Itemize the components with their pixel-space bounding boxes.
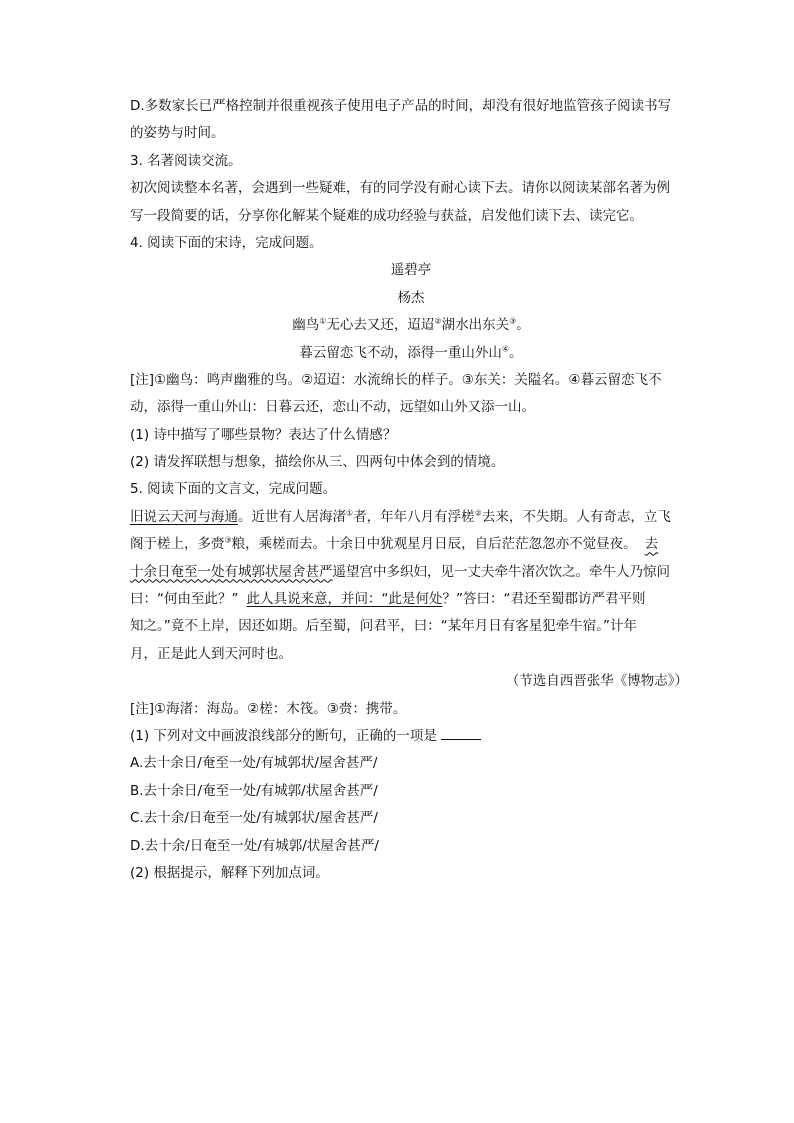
footnote-mark: ②	[474, 508, 482, 518]
q4-sub2: (2) 请发挥联想与想象，描绘你从三、四两句中体会到的情境。	[130, 454, 505, 471]
underlined-text: 此人具说来意，并问：“此是何处	[246, 591, 443, 608]
q5-passage-line6: 月，正是此人到天河时也。	[130, 645, 292, 662]
poem-text: 湖水出东关	[441, 317, 510, 334]
footnote-mark: ②	[434, 316, 442, 326]
poem-text: 无心去又还，迢迢	[326, 317, 435, 334]
wavy-underlined-text: 去	[644, 536, 659, 553]
q5-notes: [注]①海渚：海岛。②槎：木筏。③赍：携带。	[130, 700, 407, 717]
q2-option-d-line2: 的姿势与时间。	[130, 125, 225, 142]
q5-title: 5. 阅读下面的文言文，完成问题。	[130, 481, 337, 498]
poem-text: 幽鸟	[292, 317, 320, 334]
passage-text: 去来，不失期。人有奇志，立飞	[481, 508, 671, 525]
q5-sub1	[130, 723, 692, 750]
passage-text: 阁于槎上，多赍	[130, 536, 225, 553]
answer-blank[interactable]	[441, 725, 481, 740]
q3-title: 3. 名著阅读交流。	[130, 152, 242, 169]
passage-text: 曰：“何由至此？”	[130, 591, 239, 608]
q5-passage-line1	[130, 504, 692, 531]
footnote-mark: ①	[346, 508, 354, 518]
q5-passage-line3	[130, 559, 692, 586]
footnote-mark: ①	[319, 316, 327, 326]
passage-text: ？”答曰：“君还至蜀郡访严君平则	[442, 591, 646, 608]
option-a: A.去十余日/奄至一处/有城郭状/屋舍甚严/	[130, 755, 378, 772]
q4-notes-line2: 动，添得一重山外山：日暮云还，恋山不动，远望如山外又添一山。	[130, 399, 535, 416]
q3-body-line1: 初次阅读整本名著，会遇到一些疑难，有的同学没有耐心读下去。请你以阅读某部名著为例	[130, 180, 670, 197]
q5-sub2: (2) 根据提示，解释下列加点词。	[130, 864, 329, 881]
option-c: C.去十余/日奄至一处/有城郭状/屋舍甚严/	[130, 810, 378, 827]
q5-passage-line2	[130, 531, 692, 558]
option-b: B.去十余日/奄至一处/有城郭/状屋舍甚严/	[130, 782, 378, 799]
q5-passage-line4	[130, 586, 692, 613]
passage-text: 。近世有人居海渚	[238, 508, 346, 525]
poem-line-2	[130, 340, 692, 367]
passage-text: 粮，乘槎而去。十余日中犹观星月日辰，自后茫茫忽忽亦不觉昼夜。	[231, 536, 637, 553]
option-d: D.去十余/日奄至一处/有城郭/状屋舍甚严/	[130, 837, 379, 854]
poem-line-1	[130, 312, 692, 339]
q5-passage-line5: 知之。”竟不上岸，因还如期。后至蜀，问君平，曰：“某年月日有客星犯牵牛宿。”计年	[130, 618, 637, 635]
document-page	[130, 93, 692, 887]
poem-author: 杨杰	[397, 289, 425, 306]
poem-title: 遥碧亭	[390, 262, 432, 279]
poem-text: 暮云留恋飞不动，添得一重山外山	[299, 344, 502, 361]
question-text: (1) 下列对文中画波浪线部分的断句，正确的一项是	[130, 727, 437, 744]
poem-text: 。	[516, 317, 530, 334]
poem-text: 。	[509, 344, 523, 361]
q2-option-d-line1: D.多数家长已严格控制并很重视孩子使用电子产品的时间，却没有很好地监管孩子阅读书写	[130, 98, 672, 114]
q5-source: （节选自西晋张华《博物志》）	[505, 673, 688, 690]
q4-title: 4. 阅读下面的宋诗，完成问题。	[130, 234, 323, 251]
footnote-mark: ④	[501, 344, 510, 354]
footnote-mark: ③	[224, 535, 232, 545]
wavy-underlined-text: 十余日奄至一处有城郭状屋舍甚严	[130, 563, 333, 580]
q3-body-line2: 写一段简要的话，分享你化解某个疑难的成功经验与获益，启发他们读下去、读完它。	[130, 207, 643, 224]
underlined-text: 旧说云天河与海通	[130, 508, 238, 525]
passage-text: 者，年年八月有浮槎	[353, 508, 475, 525]
passage-text: 遥望宫中多织妇，见一丈夫牵牛渚次饮之。牵牛人乃惊问	[332, 563, 670, 580]
footnote-mark: ③	[509, 316, 517, 326]
q4-sub1: (1) 诗中描写了哪些景物？表达了什么情感？	[130, 426, 397, 443]
q4-notes-line1: [注]①幽鸟：鸣声幽雅的鸟。②迢迢：水流绵长的样子。③东关：关隘名。④暮云留恋飞不	[130, 371, 662, 388]
